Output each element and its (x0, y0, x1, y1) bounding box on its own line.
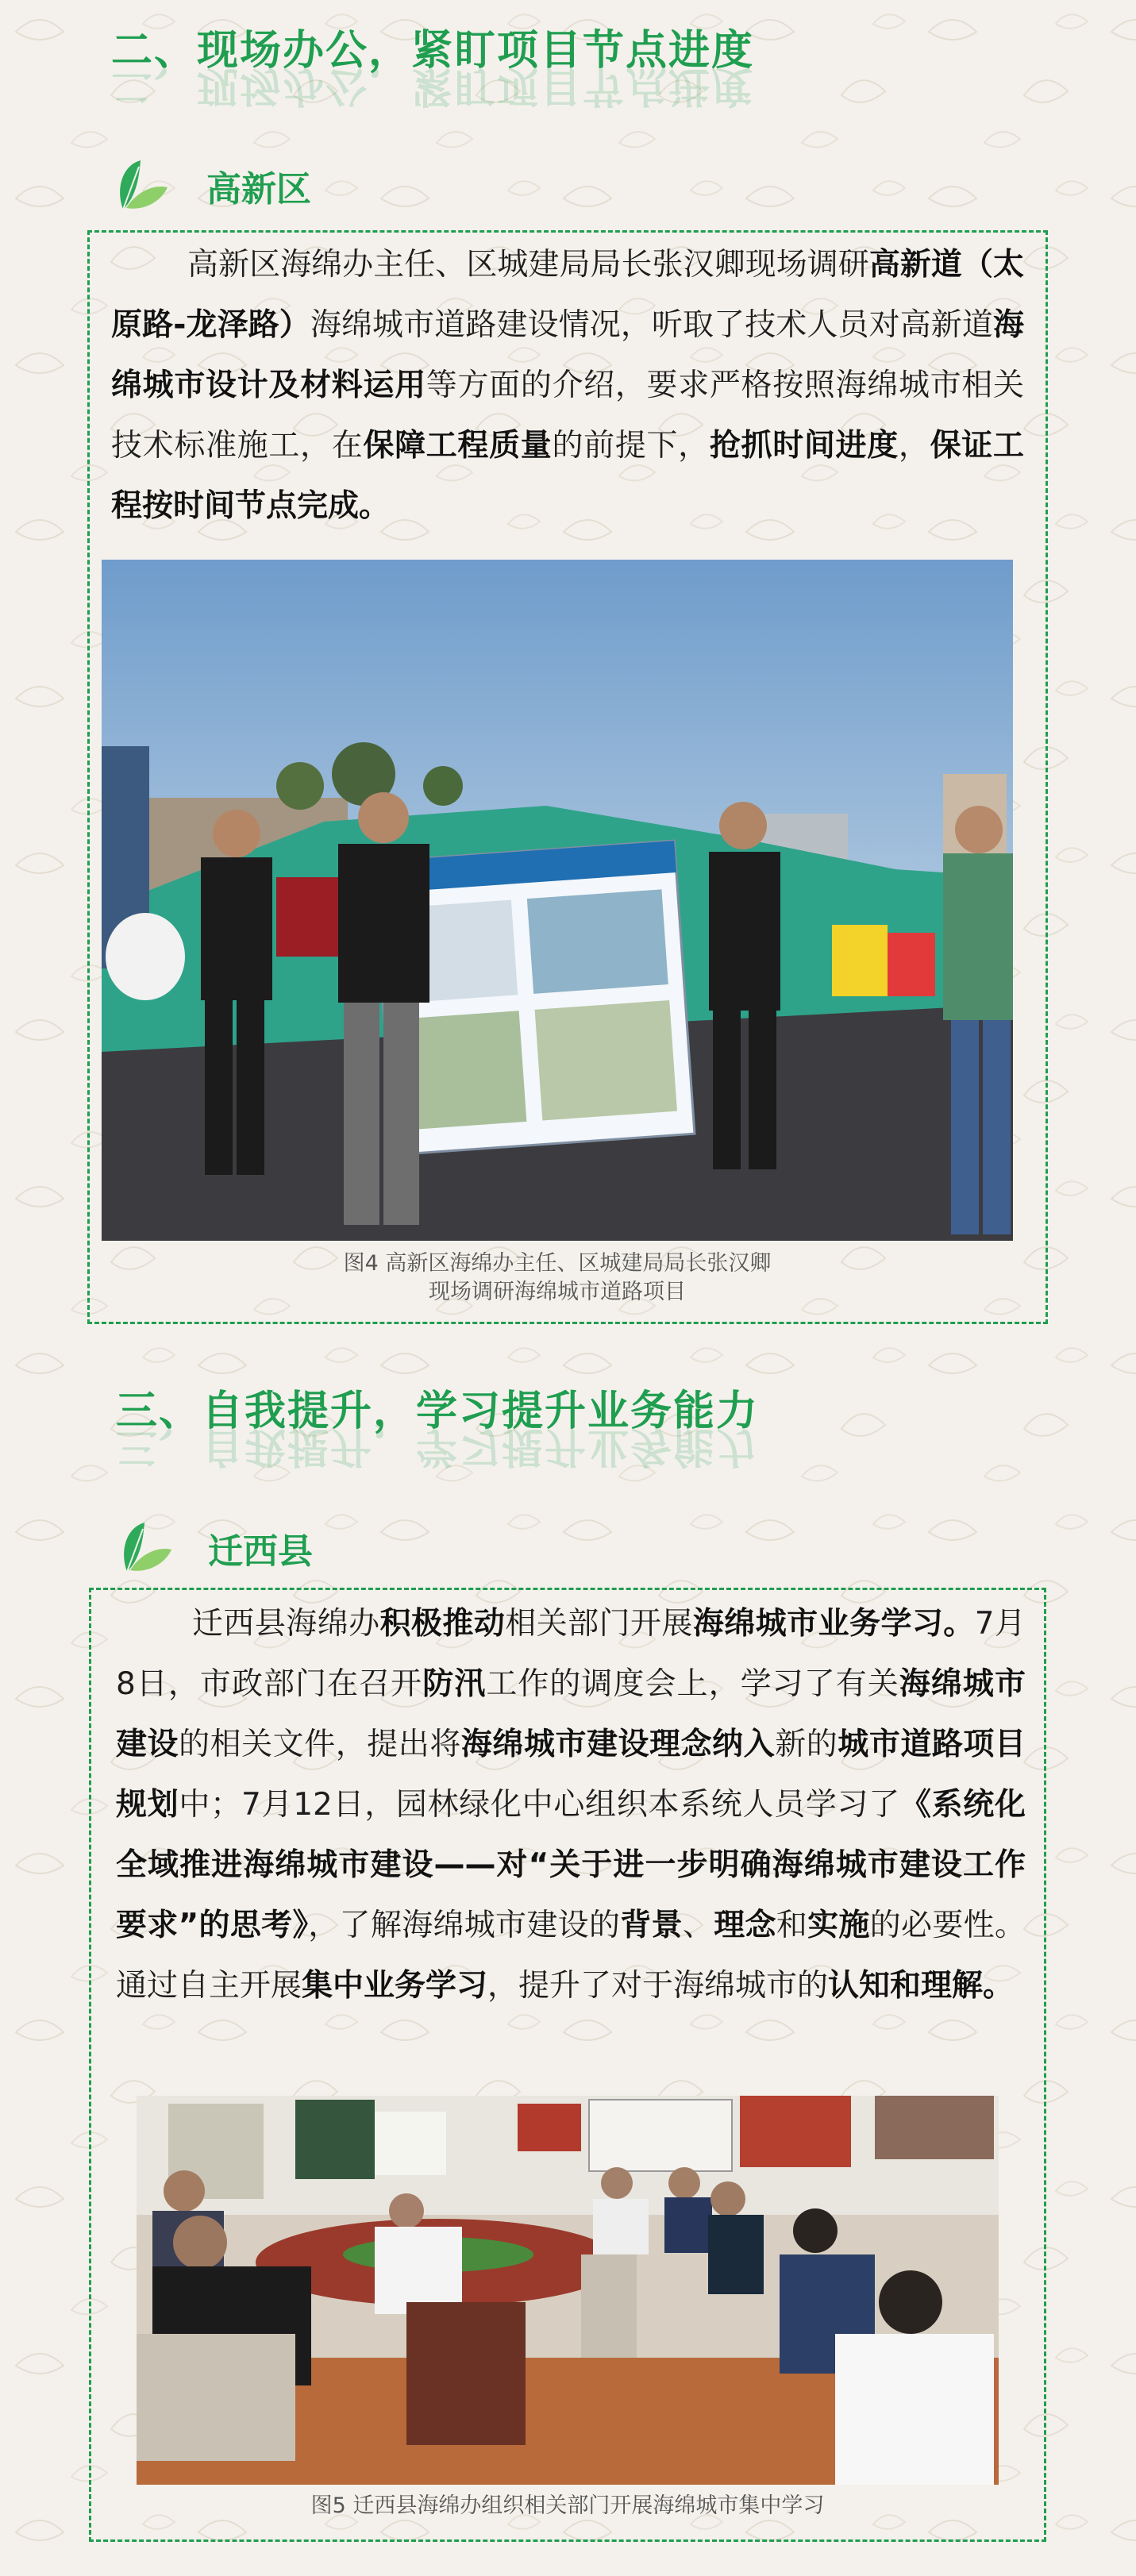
paragraph-emphasis: 城市道路项目规划 (116, 1727, 1026, 1823)
paragraph-text: 中；7月12日，园林绿化中心组织本系统人员学习了 (179, 1787, 900, 1823)
paragraph-text: 海绵城市道路建设情况，听取了技术人员对高新道 (310, 307, 993, 343)
paragraph-emphasis: 积极推动 (379, 1606, 506, 1642)
paragraph-text: 工作的调度会上，学习了有关 (486, 1666, 899, 1702)
section-title-reflection (116, 1450, 759, 1470)
figure-caption: 图5 迁西县海绵办组织相关部门开展海绵城市集中学习 (310, 2493, 825, 2518)
paragraph-text: 、 (682, 1908, 714, 1943)
section-paragraph (111, 235, 1024, 537)
paragraph-emphasis: 防汛 (422, 1666, 487, 1702)
paragraph-text: 相关部门开展 (505, 1606, 693, 1642)
paragraph-text: 的相关文件，提出将 (179, 1727, 461, 1762)
paragraph-emphasis: 海绵城市设计及材料运用 (111, 307, 1024, 403)
paragraph-emphasis: 海绵城市建设理念纳入 (460, 1727, 776, 1762)
sub-title-gaoxin: 高新区 (206, 169, 311, 210)
section-title: 三、自我提升，学习提升业务能力 (116, 1388, 760, 1435)
figure-caption-line1: 图4 高新区海绵办主任、区城建局局长张汉卿 (343, 1251, 772, 1276)
paragraph-text: 的前提下， (552, 428, 710, 464)
section-title: 二、现场办公，紧盯项目节点进度 (111, 27, 755, 75)
paragraph-emphasis: 保障工程质量 (363, 428, 553, 464)
paragraph-text: ，了解海绵城市建设的 (308, 1908, 621, 1943)
leaf-icon (115, 156, 171, 213)
paragraph-emphasis: 认知和理解。 (828, 1968, 1015, 2004)
sub-title-qianxi: 迁西县 (208, 1531, 313, 1572)
paragraph-emphasis: 海绵城市业务学习。 (692, 1606, 975, 1642)
paragraph-emphasis: 背景 (620, 1908, 683, 1943)
photo-group-study (137, 2096, 999, 2485)
leaf-icon (119, 1518, 175, 1575)
paragraph-emphasis: 保证工程按时间节点完成。 (111, 428, 1024, 524)
paragraph-text: 新的 (775, 1727, 838, 1762)
paragraph-emphasis: 实施 (807, 1908, 870, 1943)
paragraph-emphasis: 《系统化全域推进海绵城市建设——对“关于进一步明确海绵城市建设工作要求”的思考》 (116, 1787, 1026, 1943)
paragraph-text: 等方面的介绍，要求严格按照海绵城市相关技术标准施工，在 (111, 368, 1024, 464)
paragraph-text: 的必要性。通过自主开展 (116, 1908, 1026, 2004)
photo-site-inspection (102, 560, 1013, 1241)
paragraph-text: ， (898, 428, 930, 464)
paragraph-text: ，提升了对于海绵城市的 (487, 1968, 829, 2004)
paragraph-text: 高新区海绵办主任、区城建局局长张汉卿现场调研 (187, 247, 869, 283)
figure-caption-line2: 现场调研海绵城市道路项目 (429, 1280, 686, 1304)
paragraph-emphasis: 集中业务学习 (302, 1968, 488, 2004)
section-paragraph (116, 1594, 1026, 2016)
paragraph-emphasis: 理念 (714, 1908, 776, 1943)
paragraph-text: 迁西县海绵办 (192, 1606, 380, 1642)
paragraph-text: 7月8日，市政部门在召开 (116, 1606, 1026, 1702)
paragraph-emphasis: 海绵城市建设 (116, 1666, 1026, 1762)
paragraph-emphasis: 高新道（太原路-龙泽路） (111, 247, 1024, 343)
paragraph-text: 和 (776, 1908, 808, 1943)
section-title-reflection (111, 89, 754, 110)
paragraph-emphasis: 抢抓时间进度 (709, 428, 899, 464)
